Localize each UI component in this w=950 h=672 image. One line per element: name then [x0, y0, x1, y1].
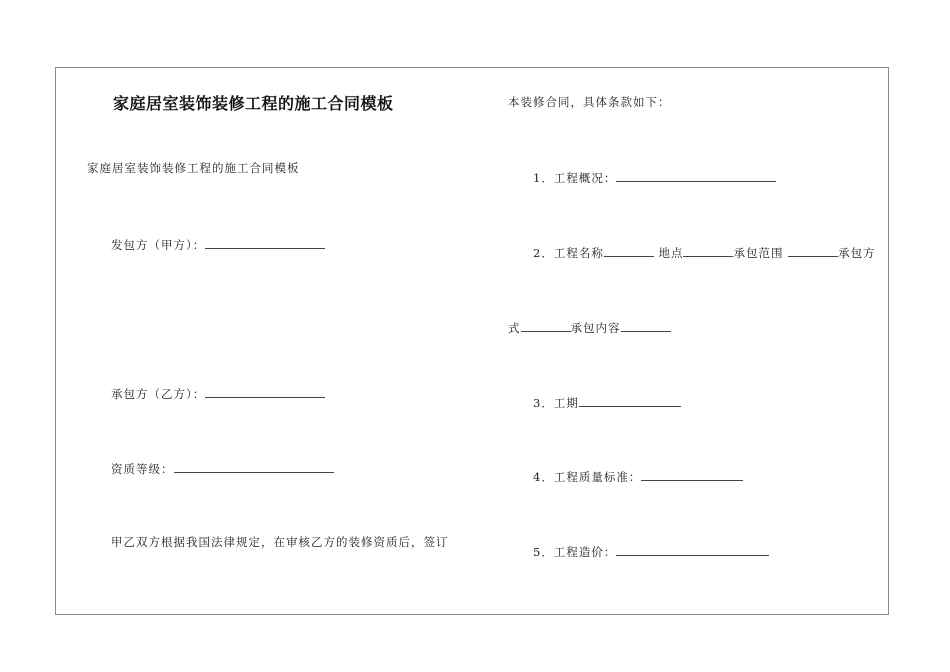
subtitle: 家庭居室装饰装修工程的施工合同模板	[87, 161, 300, 175]
item2-mode-blank[interactable]	[521, 319, 571, 332]
intro-text: 本装修合同，具体条款如下：	[508, 95, 671, 109]
item4-blank[interactable]	[641, 468, 743, 481]
item2-content-label: 承包内容	[570, 321, 621, 335]
item3-blank[interactable]	[579, 394, 681, 407]
party-b-blank[interactable]	[205, 385, 325, 398]
party-b-line	[111, 385, 325, 401]
item5-label: 5．工程造价：	[533, 545, 617, 559]
qualification-label: 资质等级：	[111, 462, 174, 476]
document-page	[55, 67, 889, 615]
qualification-line	[111, 460, 334, 476]
qualification-blank[interactable]	[174, 460, 334, 473]
item2-mode-label: 承包方	[838, 246, 876, 260]
item2-line	[533, 244, 876, 260]
party-a-blank[interactable]	[205, 236, 325, 249]
item1-label: 1．工程概况：	[533, 171, 617, 185]
item2-content-blank[interactable]	[621, 319, 671, 332]
item5-blank[interactable]	[616, 543, 769, 556]
item2-place-label: 地点	[658, 246, 684, 260]
item2-name-blank[interactable]	[604, 244, 654, 257]
item2-place-blank[interactable]	[683, 244, 733, 257]
item3-label: 3．工期	[533, 396, 579, 410]
party-a-label: 发包方（甲方）：	[111, 238, 206, 252]
party-b-label: 承包方（乙方）：	[111, 387, 206, 401]
item2-name-label: 2．工程名称	[533, 246, 604, 260]
item3-line	[533, 394, 681, 410]
item2-scope-blank[interactable]	[788, 244, 838, 257]
item4-line	[533, 468, 743, 484]
document-title: 家庭居室装饰装修工程的施工合同模板	[113, 94, 394, 113]
preamble-text: 甲乙双方根据我国法律规定，在审核乙方的装修资质后，签订	[111, 535, 449, 549]
item2-mode-cont: 式	[508, 321, 521, 335]
item1-blank[interactable]	[616, 169, 776, 182]
party-a-line	[111, 236, 325, 252]
item4-label: 4．工程质量标准：	[533, 470, 642, 484]
item1-line	[533, 169, 776, 185]
item2-scope-label: 承包范围	[733, 246, 784, 260]
item2-cont-line	[508, 319, 671, 335]
item5-line	[533, 543, 769, 559]
